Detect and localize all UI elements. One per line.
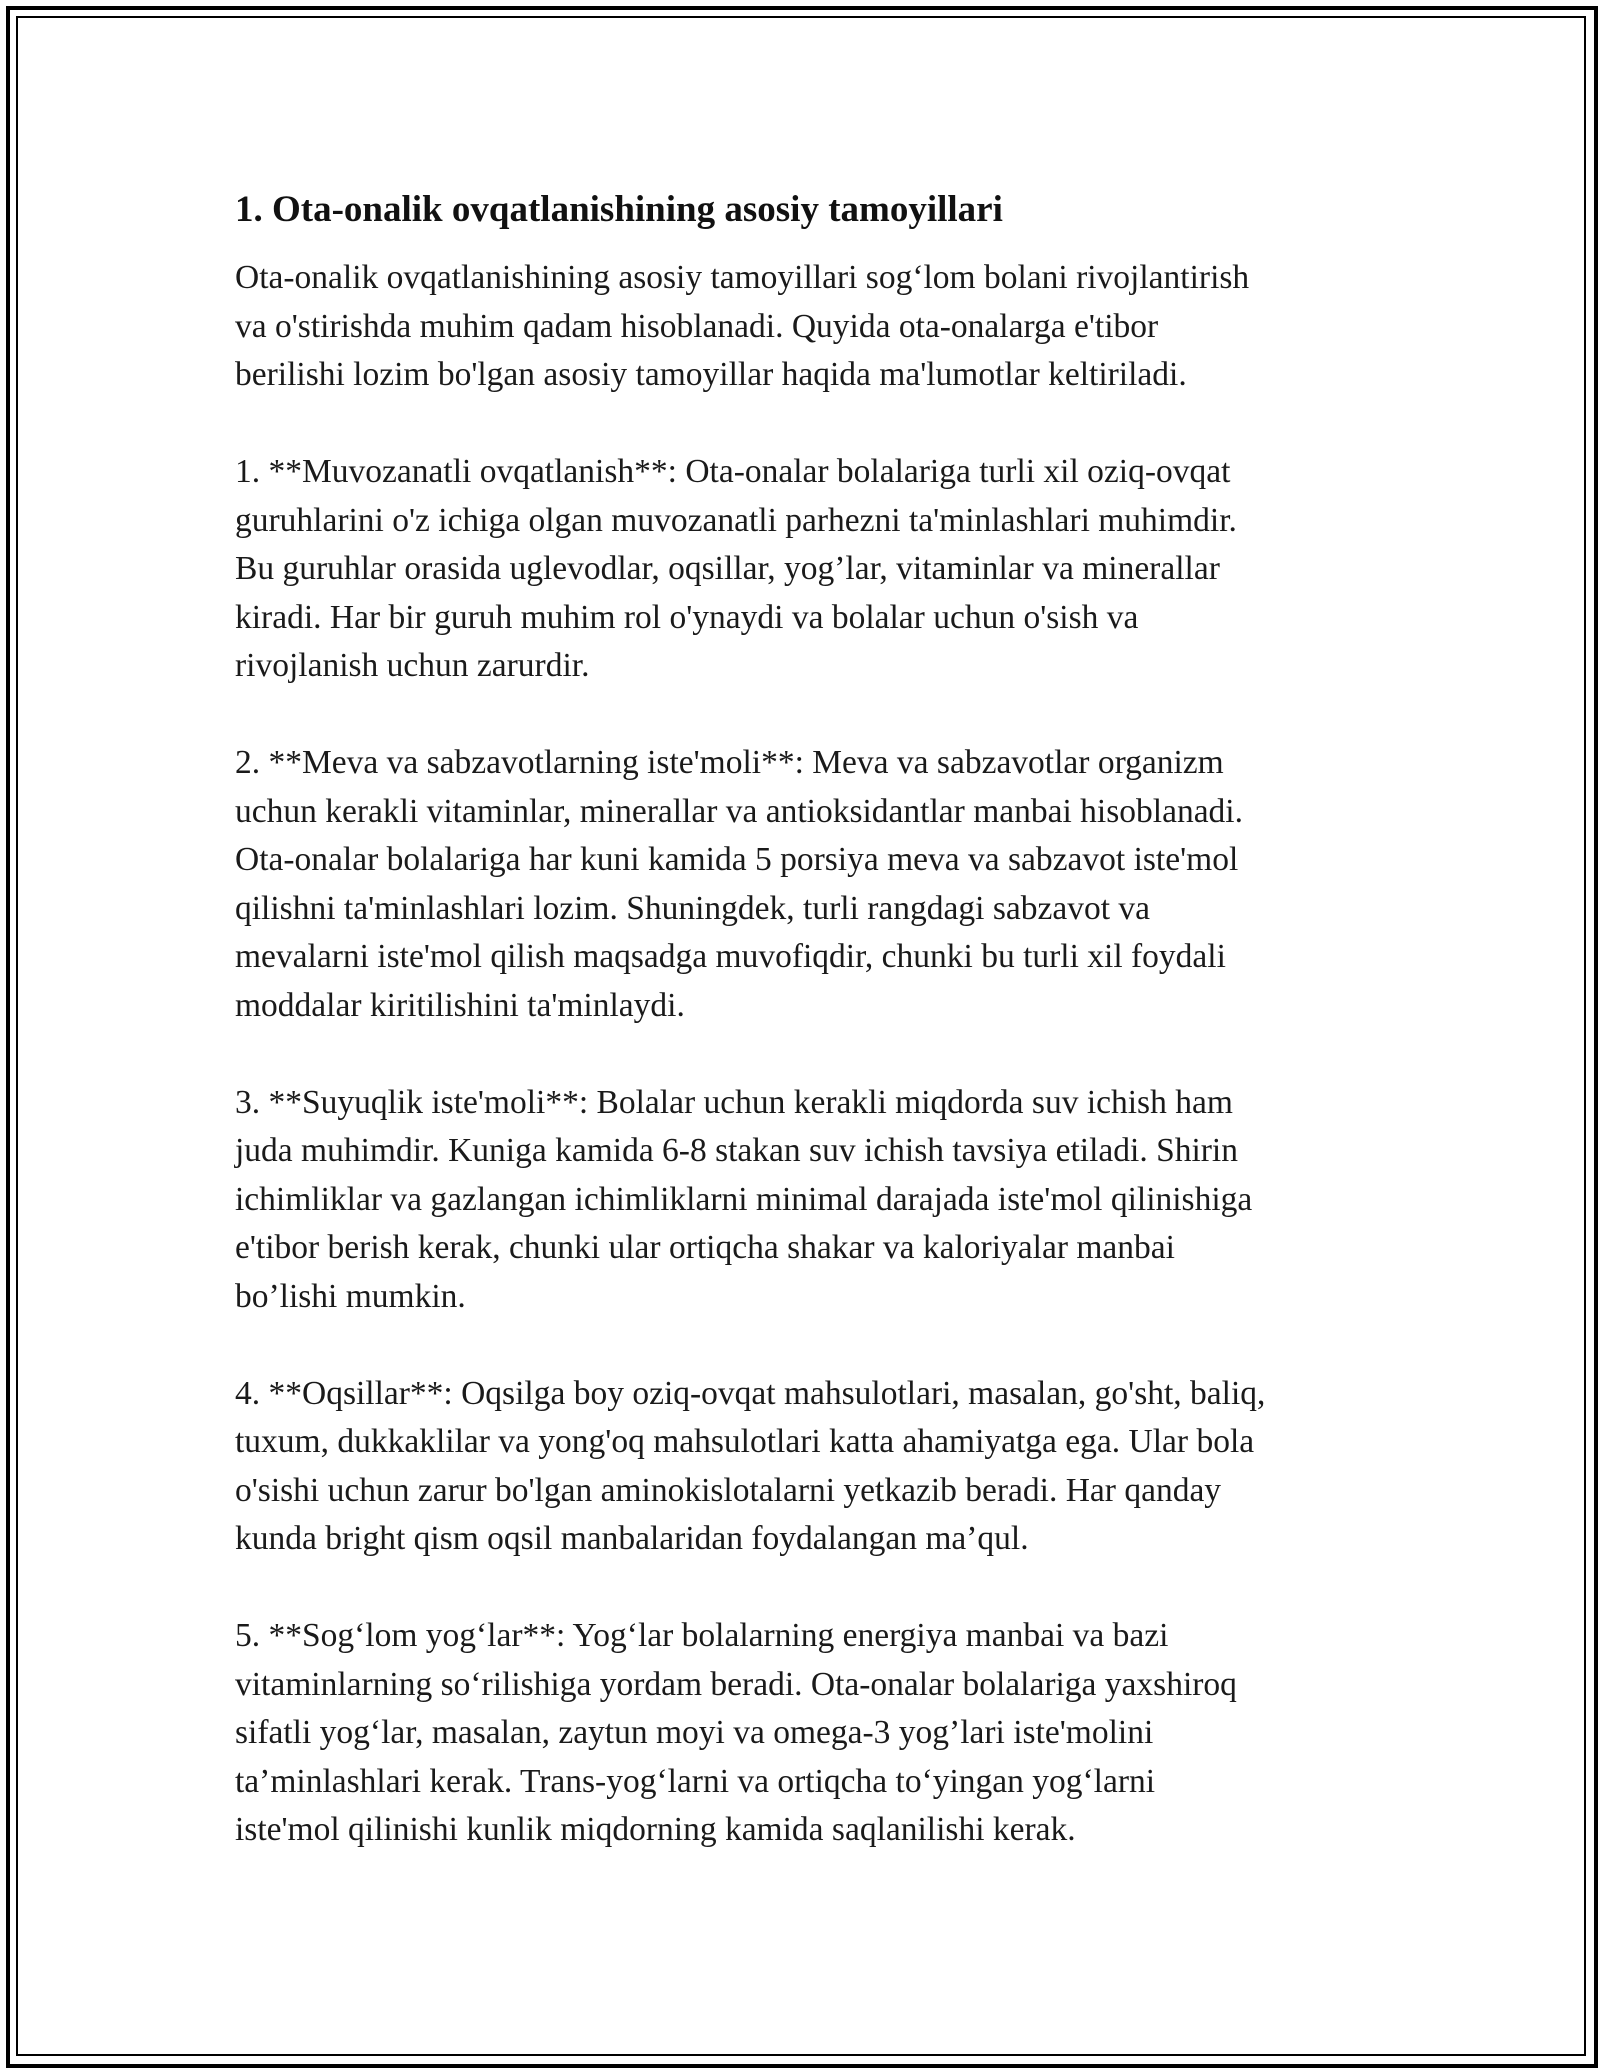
text-line: guruhlarini o'z ichiga olgan muvozanatli parhezni ta'minlashlari muhimdir. [235, 501, 1237, 539]
text-line: kiradi. Har bir guruh muhim rol o'ynaydi va bolalar uchun o'sish va [235, 598, 1139, 636]
text-line: uchun kerakli vitaminlar, minerallar va antioksidantlar manbai hisoblanadi. [235, 792, 1243, 830]
text-line: bo’lishi mumkin. [235, 1277, 466, 1315]
text-line: tuxum, dukkaklilar va yong'oq mahsulotlari katta ahamiyatga ega. Ular bola [235, 1423, 1255, 1460]
text-line: Ota-onalar bolalariga har kuni kamida 5 porsiya meva va sabzavot iste'mol [235, 841, 1239, 878]
text-line: e'tibor berish kerak, chunki ular ortiqcha shakar va kaloriyalar manbai [235, 1229, 1175, 1266]
text-line: iste'mol qilinishi kunlik miqdorning kamida saqlanilishi kerak. [235, 1811, 1076, 1848]
principle-paragraph-1 [235, 448, 1385, 691]
text-line: 4. **Oqsillar**: Oqsilga boy oziq-ovqat mahsulotlari, masalan, go'sht, baliq, [235, 1374, 1266, 1412]
text-line: ichimliklar va gazlangan ichimliklarni minimal darajada iste'mol qilinishiga [235, 1180, 1253, 1218]
document-body [235, 186, 1385, 1903]
principle-paragraph-4 [235, 1370, 1385, 1564]
principle-paragraph-3 [235, 1079, 1385, 1322]
text-line: vitaminlarning so‘rilishiga yordam beradi. Ota-onalar bolalariga yaxshiroq [235, 1665, 1237, 1703]
text-line: kunda bright qism oqsil manbalaridan foydalangan ma’qul. [235, 1520, 1029, 1557]
text-line: 1. **Muvozanatli ovqatlanish**: Ota-onalar bolalariga turli xil oziq-ovqat [235, 453, 1231, 490]
text-line: 2. **Meva va sabzavotlarning iste'moli**: Meva va sabzavotlar organizm [235, 744, 1224, 781]
text-line: moddalar kiritilishini ta'minlaydi. [235, 986, 685, 1024]
principle-paragraph-2 [235, 739, 1385, 1030]
intro-paragraph [235, 254, 1385, 400]
text-line: mevalarni iste'mol qilish maqsadga muvofiqdir, chunki bu turli xil foydali [235, 938, 1226, 975]
text-line: Bu guruhlar orasida uglevodlar, oqsillar, yog’lar, vitaminlar va minerallar [235, 550, 1220, 587]
text-line: va o'stirishda muhim qadam hisoblanadi. Quyida ota-onalarga e'tibor [235, 307, 1159, 345]
text-line: berilishi lozim bo'lgan asosiy tamoyillar haqida ma'lumotlar keltiriladi. [235, 356, 1187, 393]
section-title: 1. Ota-onalik ovqatlanishining asosiy tamoyillari [235, 189, 1003, 230]
text-line: Ota-onalik ovqatlanishining asosiy tamoyillari sog‘lom bolani rivojlantirish [235, 259, 1250, 296]
text-line: o'sishi uchun zarur bo'lgan aminokislotalarni yetkazib beradi. Har qanday [235, 1471, 1222, 1509]
text-line: qilishni ta'minlashlari lozim. Shuningdek, turli rangdagi sabzavot va [235, 889, 1151, 927]
principle-paragraph-5 [235, 1612, 1385, 1855]
text-line: rivojlanish uchun zarurdir. [235, 647, 590, 684]
text-line: 3. **Suyuqlik iste'moli**: Bolalar uchun kerakli miqdorda suv ichish ham [235, 1083, 1233, 1121]
text-line: sifatli yog‘lar, masalan, zaytun moyi va omega-3 yog’lari iste'molini [235, 1714, 1154, 1751]
text-line: juda muhimdir. Kuniga kamida 6-8 stakan suv ichish tavsiya etiladi. Shirin [235, 1132, 1238, 1169]
text-line: ta’minlashlari kerak. Trans-yog‘larni va ortiqcha to‘yingan yog‘larni [235, 1762, 1156, 1800]
text-line: 5. **Sog‘lom yog‘lar**: Yog‘lar bolalarning energiya manbai va bazi [235, 1617, 1169, 1654]
